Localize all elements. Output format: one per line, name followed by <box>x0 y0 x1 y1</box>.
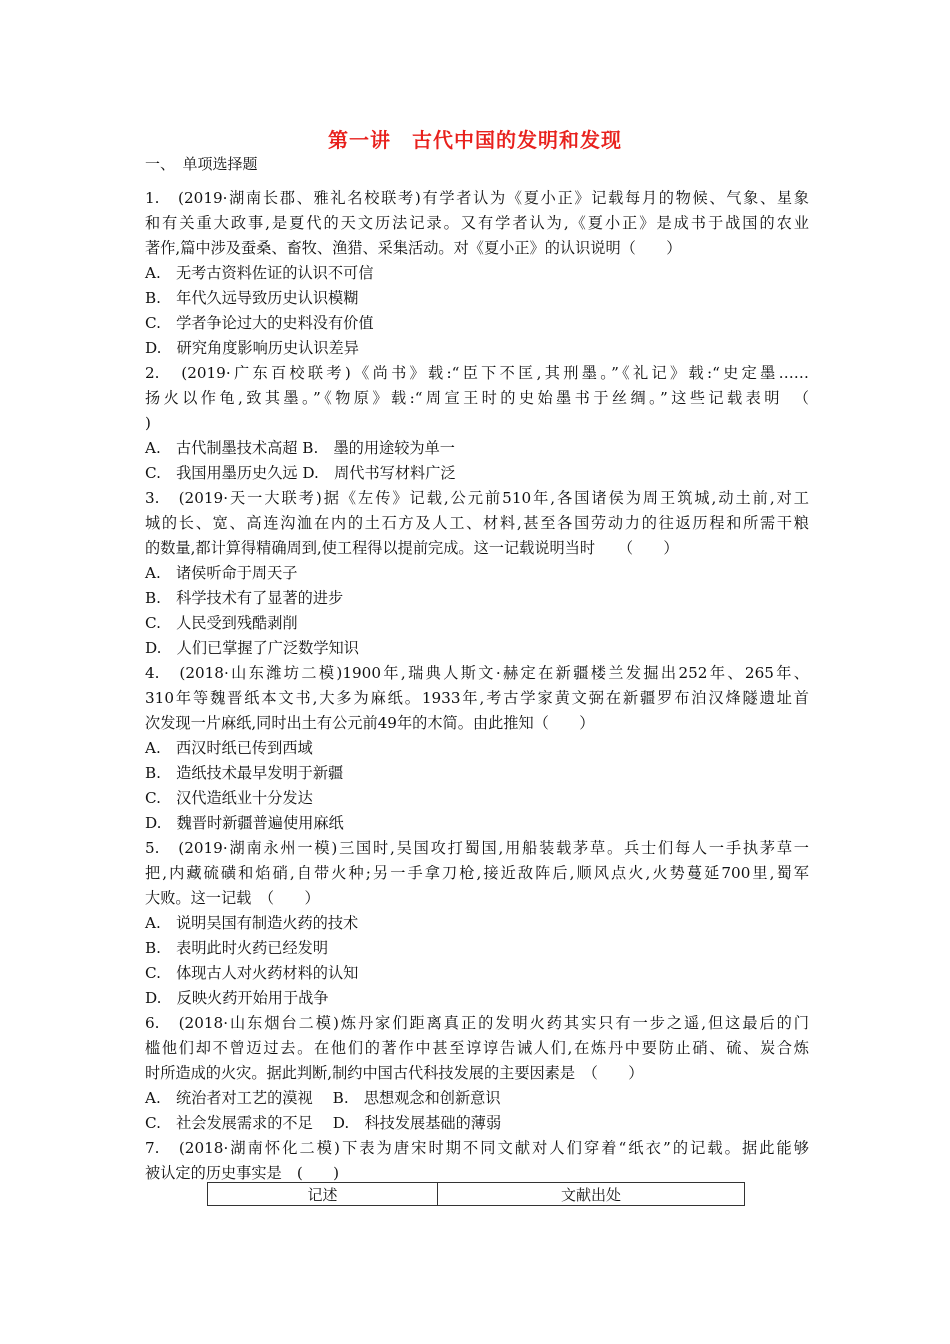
question-3-stem-line: 的数量,都计算得精确周到,使工程得以提前完成。这一记载说明当时 （ ） <box>145 539 679 557</box>
question-2 <box>145 361 809 486</box>
question-1-stem-line: 著作,篇中涉及蚕桑、畜牧、渔猎、采集活动。对《夏小正》的认识说明（ ） <box>145 239 682 257</box>
question-7-stem-line: 7. (2018·湖南怀化二模)下表为唐宋时期不同文献对人们穿着“纸衣”的记载。据此能够 <box>145 1139 809 1157</box>
question-2-stem-line: 2. (2019·广东百校联考)《尚书》载:“臣下不匡,其刑墨。”《礼记》载:“史定墨…… <box>145 364 809 382</box>
question-1-option-b: B. 年代久远导致历史认识模糊 <box>145 289 359 307</box>
question-6-options-ab: A. 统治者对工艺的漠视 B. 思想观念和创新意识 <box>145 1089 501 1107</box>
question-4 <box>145 661 809 836</box>
question-list <box>145 186 809 1186</box>
question-5 <box>145 836 809 1011</box>
question-7-stem-line: 被认定的历史事实是 ( ) <box>145 1164 340 1182</box>
question-1-option-a: A. 无考古资料佐证的认识不可信 <box>145 264 374 282</box>
question-5-option-c: C. 体现古人对火药材料的认知 <box>145 964 359 982</box>
question-2-stem-line: 扬火以作龟,致其墨。”《物原》载:“周宣王时的史始墨书于丝绸。”这些记载表明 （ <box>145 389 809 407</box>
question-2-options-cd: C. 我国用墨历史久远 D. 周代书写材料广泛 <box>145 464 456 482</box>
section-heading: 一、 单项选择题 <box>145 155 258 173</box>
question-3 <box>145 486 809 661</box>
question-3-option-d: D. 人们已掌握了广泛数学知识 <box>145 639 359 657</box>
table-header-record: 记述 <box>208 1183 438 1206</box>
question-5-stem-line: 5. (2019·湖南永州一模)三国时,吴国攻打蜀国,用船装载茅草。兵士们每人一手执茅草一 <box>145 839 809 857</box>
question-3-option-a: A. 诸侯听命于周天子 <box>145 564 298 582</box>
question-3-stem-line: 3. (2019·天一大联考)据《左传》记载,公元前510年,各国诸侯为周王筑城,动土前,对工 <box>145 489 809 507</box>
question-1 <box>145 186 809 361</box>
question-6-stem-line: 槛他们却不曾迈过去。在他们的著作中甚至谆谆告诫人们,在炼丹中要防止硝、硫、炭合炼 <box>145 1039 809 1057</box>
table-header-row <box>208 1183 745 1206</box>
question-3-stem-line: 城的长、宽、高连沟洫在内的土石方及人工、材料,甚至各国劳动力的往返历程和所需干粮 <box>145 514 809 532</box>
question-6-stem-line: 时所造成的火灾。据此判断,制约中国古代科技发展的主要因素是 （ ） <box>145 1064 644 1082</box>
question-4-stem-line: 4. (2018·山东潍坊二模)1900年,瑞典人斯文·赫定在新疆楼兰发掘出252年、265年、 <box>145 664 809 682</box>
question-6-options-cd: C. 社会发展需求的不足 D. 科技发展基础的薄弱 <box>145 1114 502 1132</box>
question-4-option-b: B. 造纸技术最早发明于新疆 <box>145 764 344 782</box>
question-5-stem-line: 把,内藏硫磺和焰硝,自带火种;另一手拿刀枪,接近敌阵后,顺风点火,火势蔓延700里,蜀军 <box>145 864 809 882</box>
question-1-option-c: C. 学者争论过大的史料没有价值 <box>145 314 374 332</box>
question-3-option-b: B. 科学技术有了显著的进步 <box>145 589 344 607</box>
question-4-option-d: D. 魏晋时新疆普遍使用麻纸 <box>145 814 344 832</box>
question-2-stem-line: ) <box>145 414 151 432</box>
question-5-option-a: A. 说明吴国有制造火药的技术 <box>145 914 359 932</box>
question-4-stem-line: 次发现一片麻纸,同时出土有公元前49年的木简。由此推知（ ） <box>145 714 595 732</box>
question-1-stem-line: 1. (2019·湖南长郡、雅礼名校联考)有学者认为《夏小正》记载每月的物候、气象、星象 <box>145 189 809 207</box>
table-header-source: 文献出处 <box>438 1183 745 1206</box>
question-4-option-c: C. 汉代造纸业十分发达 <box>145 789 313 807</box>
question-5-option-b: B. 表明此时火药已经发明 <box>145 939 329 957</box>
question-5-stem-line: 大败。这一记载 （ ） <box>145 889 320 907</box>
question-1-stem-line: 和有关重大政事,是夏代的天文历法记录。又有学者认为,《夏小正》是成书于战国的农业 <box>145 214 809 232</box>
question-4-option-a: A. 西汉时纸已传到西域 <box>145 739 313 757</box>
records-table <box>207 1182 745 1206</box>
question-6-stem-line: 6. (2018·山东烟台二模)炼丹家们距离真正的发明火药其实只有一步之遥,但这最后的门 <box>145 1014 809 1032</box>
question-5-option-d: D. 反映火药开始用于战争 <box>145 989 329 1007</box>
question-4-stem-line: 310年等魏晋纸本文书,大多为麻纸。1933年,考古学家黄文弼在新疆罗布泊汉烽隧遗址首 <box>145 689 809 707</box>
question-6 <box>145 1011 809 1136</box>
question-2-options-ab: A. 古代制墨技术高超 B. 墨的用途较为单一 <box>145 439 455 457</box>
question-7 <box>145 1136 809 1186</box>
page-title: 第一讲 古代中国的发明和发现 <box>328 128 622 152</box>
question-1-option-d: D. 研究角度影响历史认识差异 <box>145 339 359 357</box>
question-3-option-c: C. 人民受到残酷剥削 <box>145 614 298 632</box>
